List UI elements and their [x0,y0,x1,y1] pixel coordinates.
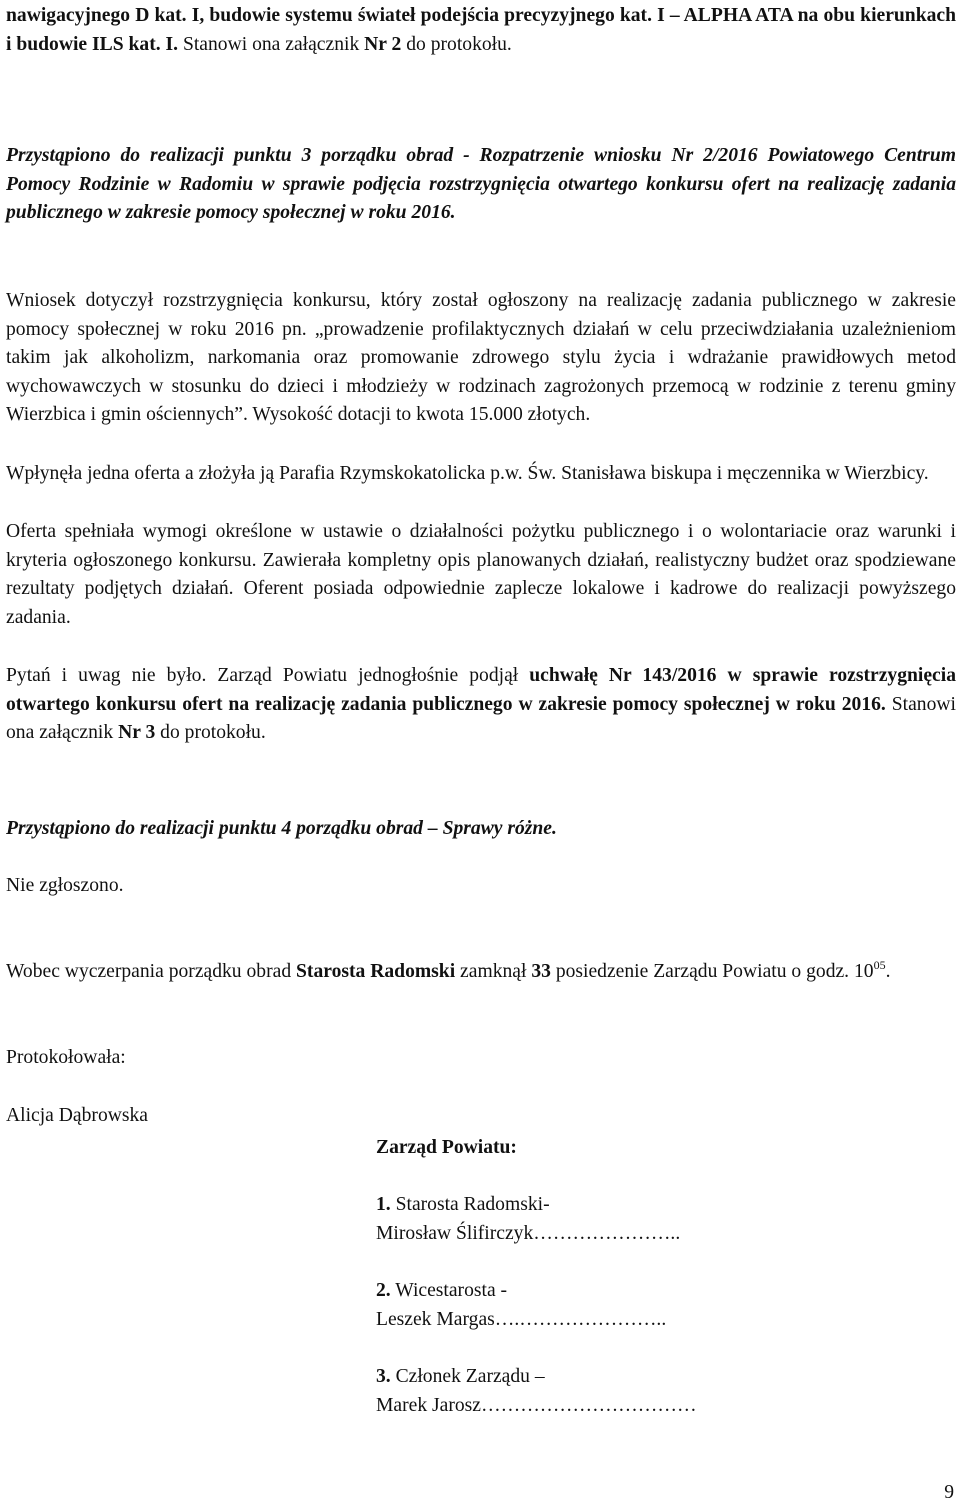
board-member-1-number: 1. [376,1194,391,1215]
board-member-3-role-line [376,1363,936,1392]
agenda-item-3-heading: Przystąpiono do realizacji punktu 3 porządku obrad - Rozpatrzenie wniosku Nr 2/2016 Powiatowego Centrum Pomocy Rodzinie w Radomiu w sprawie podjęcia rozstrzygnięcia otwartego konkursu ofert na realizację zadania publicznego w zakresie pomocy społecznej w roku 2016. [6,145,956,224]
closing-end: . [885,961,891,982]
closing-text: zamknął [455,961,532,982]
intro-text-end: do protokołu. [401,33,512,55]
board-member-2-name: Leszek Margas….………………….. [376,1308,667,1330]
board-member-2-role-line [376,1277,936,1306]
closing-time-text: posiedzenie Zarządu Powiatu o godz. 10 [550,961,874,982]
board-member-3 [376,1363,936,1420]
board-member-1 [376,1191,936,1248]
resolution-title: uchwałę Nr 143/2016 w sprawie rozstrzygnięcia otwartego konkursu ofert na realizację zadania publicznego w zakresie pomocy społecznej w roku 2016. [6,665,956,715]
closing-paragraph [6,958,956,987]
board-member-2-number: 2. [376,1280,391,1301]
resolution-paragraph [6,662,956,748]
wplynela-paragraph: Wpłynęła jedna oferta a złożyła ją Parafia Rzymskokatolicka p.w. Św. Stanisława biskupa i męczennika w Wierzbicy. [6,463,929,484]
board-member-3-name: Marek Jarosz…………………………… [376,1394,697,1416]
wniosek-paragraph: Wniosek dotyczył rozstrzygnięcia konkursu, który został ogłoszony na realizację zadania publicznego w zakresie pomocy społecznej w roku 2016 pn. „prowadzenie profilaktycznych działań w celu przeciwdziałania uzależnieniom takim jak alkoholizm, narkomania oraz promowanie zdrowego stylu życia i wdrażanie prawidłowych metod wychowawczych w stosunku do dzieci i młodzieży w rodzinach zagrożonych przemocą w rodzinie z terenu gminy Wierzbica i gmin ościennych”. Wysokość dotacji to kwota 15.000 złotych. [6,290,956,426]
board-member-1-name: Mirosław Ślifirczyk………………….. [376,1222,681,1244]
intro-bold-text: nawigacyjnego D kat. I, budowie systemu świateł podejścia precyzyjnego kat. I – ALPHA ATA na obu kierunkach i budowie ILS kat. I. [6,5,956,55]
agenda-item-4-heading: Przystąpiono do realizacji punktu 4 porządku obrad – Sprawy różne. [6,818,557,839]
page-number: 9 [944,1482,954,1503]
board-member-1-role: Starosta Radomski- [390,1194,550,1215]
protokolowala-label: Protokołowała: [6,1047,126,1068]
closing-intro: Wobec wyczerpania porządku obrad [6,961,297,982]
closing-starosta: Starosta Radomski [296,961,456,982]
intro-paragraph [6,2,956,59]
board-title-block [376,1134,936,1163]
resolution-attachment-number: Nr 3 [118,722,156,744]
resolution-intro: Pytań i uwag nie było. Zarząd Powiatu jednogłośnie podjął [6,665,530,686]
board-member-2-role: Wicestarosta - [390,1280,508,1301]
nie-zgloszono-text: Nie zgłoszono. [6,875,124,896]
resolution-end: do protokołu. [155,722,266,744]
board-member-1-role-line [376,1191,936,1220]
board-title: Zarząd Powiatu: [376,1137,517,1158]
intro-text: Stanowi ona załącznik [178,33,365,55]
board-member-2 [376,1277,936,1334]
board-member-3-role: Członek Zarządu – [390,1366,545,1387]
closing-time-minutes: 05 [873,958,886,972]
closing-session-number: 33 [531,961,551,982]
oferta-paragraph: Oferta spełniała wymogi określone w ustawie o działalności pożytku publicznego i o wolontariacie oraz warunki i kryteria ogłoszonego konkursu. Zawierała kompletny opis planowanych działań, realistyczny budżet oraz spodziewane rezultaty podjętych działań. Oferent posiada odpowiednie zaplecze lokalowe i kadrowe do realizacji powyższego zadania. [6,521,956,628]
resolution-attachment-text: Stanowi ona załącznik [6,693,956,744]
board-member-3-number: 3. [376,1366,391,1387]
intro-attachment-number: Nr 2 [364,33,402,55]
secretary-name: Alicja Dąbrowska [6,1105,149,1126]
